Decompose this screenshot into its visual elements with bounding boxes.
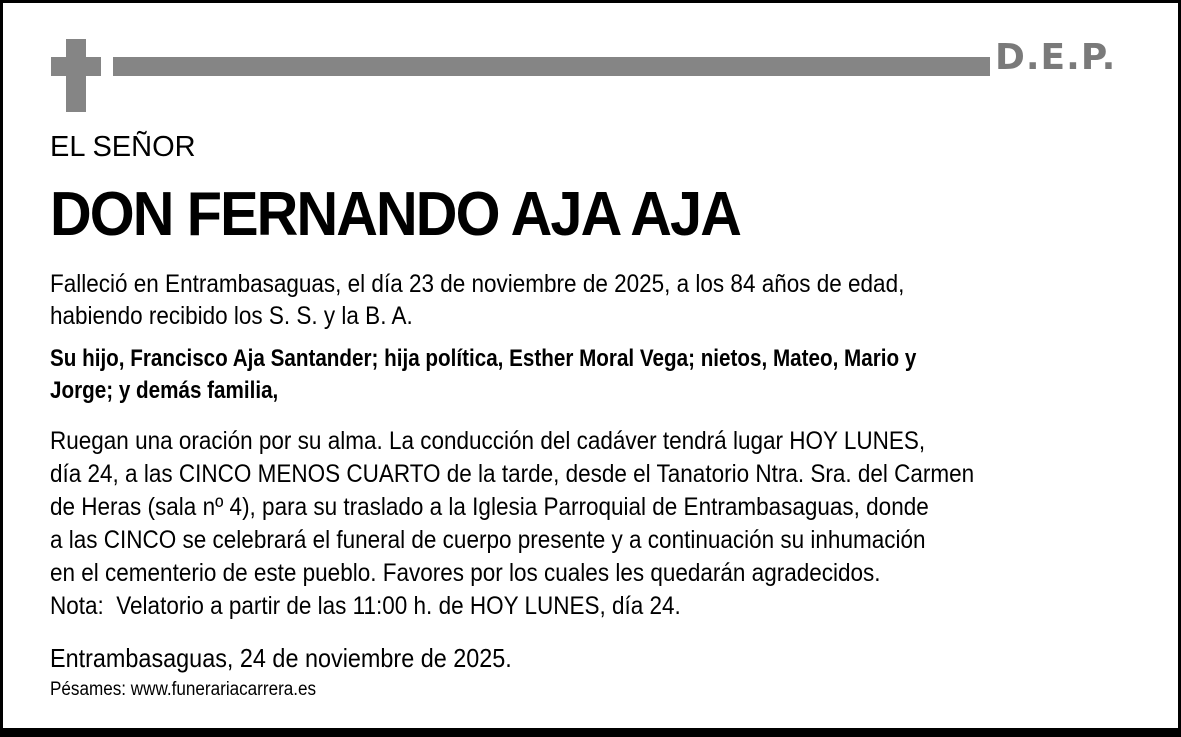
- service-line: a las CINCO se celebrará el funeral de cuerpo presente y a continuación su inhumación: [50, 526, 926, 554]
- family-paragraph: [50, 343, 916, 407]
- service-line: Ruegan una oración por su alma. La conducción del cadáver tendrá lugar HOY LUNES,: [50, 427, 926, 455]
- family-line: Jorge; y demás familia,: [50, 377, 279, 404]
- service-line: día 24, a las CINCO MENOS CUARTO de la tarde, desde el Tanatorio Ntra. Sra. del Carmen: [50, 460, 975, 488]
- condolences-link: Pésames: www.funerariacarrera.es: [50, 679, 317, 700]
- dep-label: D.E.P.: [995, 37, 1117, 78]
- place-date: Entrambasaguas, 24 de noviembre de 2025.: [50, 643, 512, 673]
- family-line: Su hijo, Francisco Aja Santander; hija política, Esther Moral Vega; nietos, Mateo, Mario y: [50, 345, 917, 372]
- service-paragraph: [50, 425, 974, 623]
- death-line: habiendo recibido los S. S. y la B. A.: [50, 302, 413, 330]
- title-prefix: EL SEÑOR: [50, 131, 196, 163]
- header-rule: [113, 57, 990, 76]
- service-line: en el cementerio de este pueblo. Favores por los cuales les quedarán agradecidos.: [50, 559, 881, 587]
- note-line: Nota: Velatorio a partir de las 11:00 h. de HOY LUNES, día 24.: [50, 592, 681, 620]
- cross-icon-horizontal: [51, 57, 101, 76]
- deceased-name: DON FERNANDO AJA AJA: [50, 180, 741, 249]
- death-paragraph: [50, 268, 904, 332]
- death-line: Falleció en Entrambasaguas, el día 23 de noviembre de 2025, a los 84 años de edad,: [50, 270, 905, 298]
- service-line: de Heras (sala nº 4), para su traslado a la Iglesia Parroquial de Entrambasaguas, donde: [50, 493, 929, 521]
